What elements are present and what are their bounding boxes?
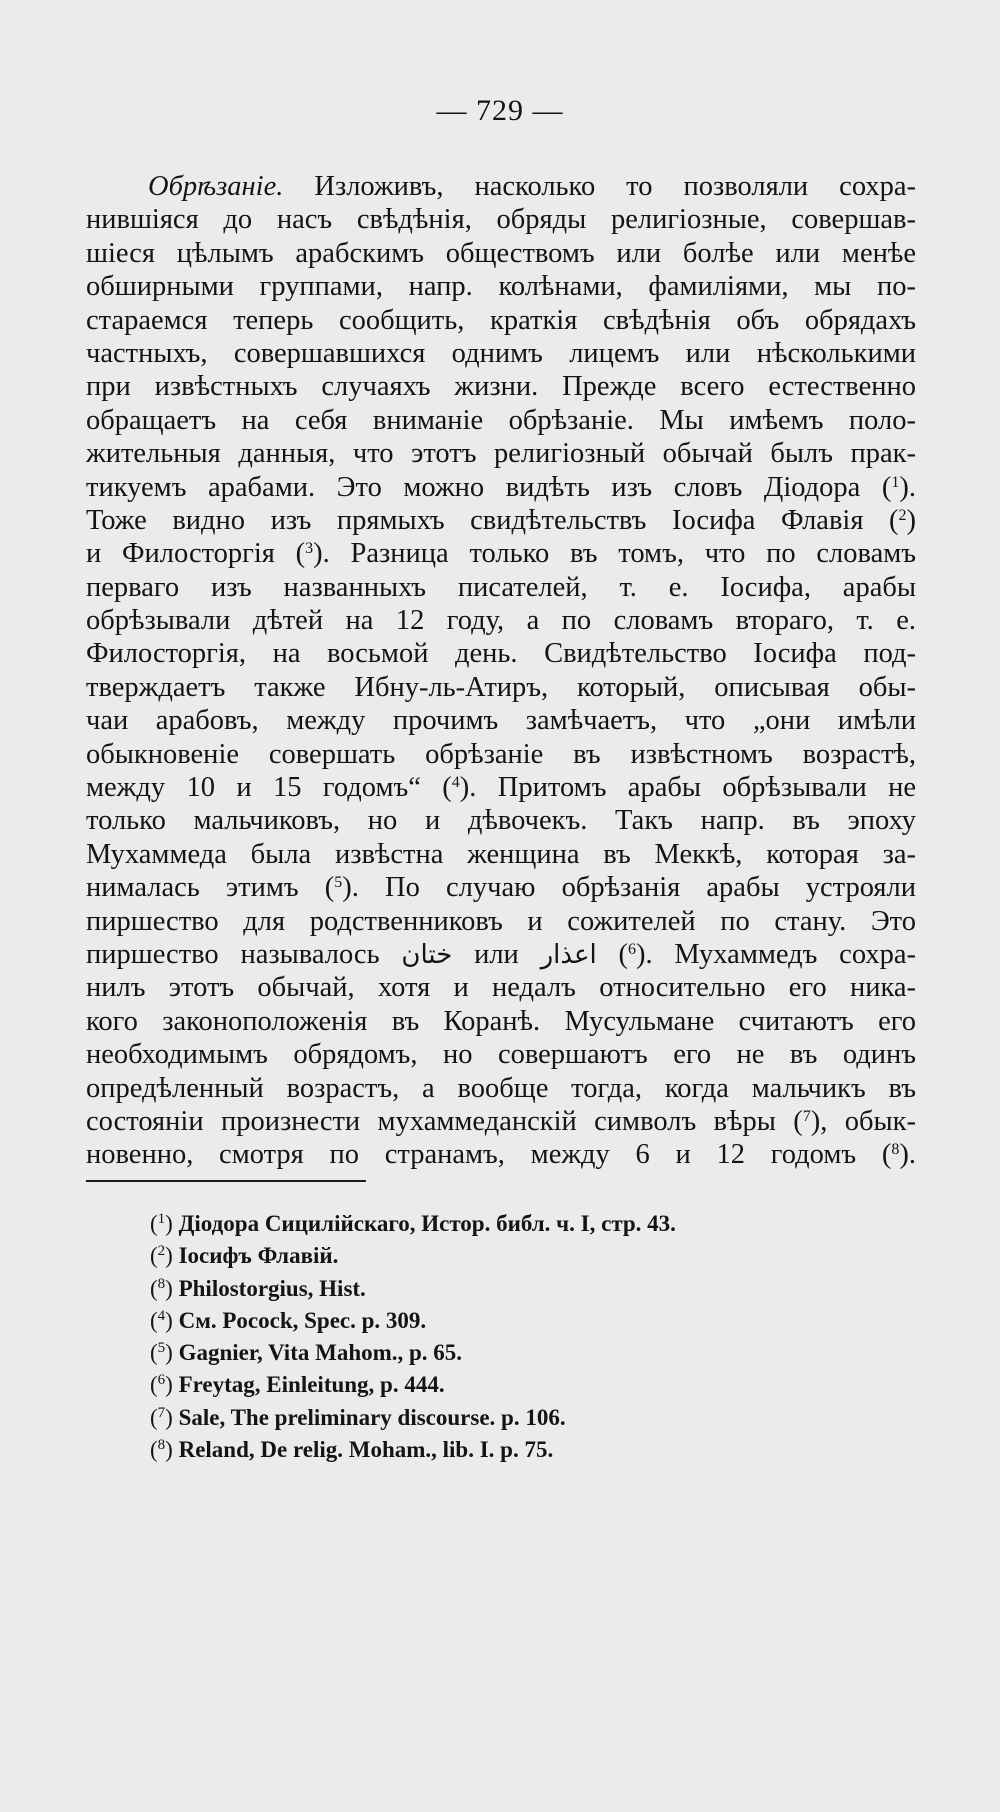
footnote-item: ($^7$) Sale, The preliminary discourse. p. 106. bbox=[150, 1404, 566, 1430]
text-line: частныхъ, совершавшихся однимъ лицемъ или нѣсколькими bbox=[86, 337, 916, 369]
footnote-item: ($^8$) Philostorgius, Hist. bbox=[150, 1275, 366, 1301]
text-line: пиршество называлось ختان или اعذار ($^6$). Мухаммедъ сохра- bbox=[86, 938, 917, 970]
footnote-item: ($^5$) Gagnier, Vita Mahom., p. 65. bbox=[150, 1340, 463, 1366]
text-line: стараемся теперь сообщить, краткія свѣдѣнія объ обрядахъ bbox=[86, 304, 916, 336]
text-line: Филосторгія, на восьмой день. Свидѣтельство Іосифа под- bbox=[86, 638, 916, 670]
note-ref: 8 bbox=[891, 1141, 900, 1159]
note-ref: 2 bbox=[898, 506, 907, 524]
text-line: необходимымъ обрядомъ, но совершаютъ его не въ одинъ bbox=[86, 1039, 916, 1071]
text-line: чаи арабовъ, между прочимъ замѣчаетъ, что „они имѣли bbox=[86, 705, 916, 737]
text-line: и Филосторгія ($^3$). Разница только въ томъ, что по словамъ bbox=[86, 538, 917, 570]
arabic-term: اعذار bbox=[540, 939, 597, 970]
text-line: при извѣстныхъ случаяхъ жизни. Прежде всего естественно bbox=[86, 371, 916, 403]
text-line: только мальчиковъ, но и дѣвочекъ. Такъ напр. въ эпоху bbox=[86, 805, 916, 837]
text-line: Мухаммеда была извѣстна женщина въ Меккѣ, которая за- bbox=[86, 838, 916, 870]
text-line: состояніи произнести мухаммеданскій символъ вѣры ($^7$), обык- bbox=[86, 1105, 916, 1137]
note-ref: 1 bbox=[891, 473, 900, 491]
footnote-divider bbox=[86, 1180, 366, 1182]
body-paragraph bbox=[86, 170, 916, 1172]
text-line: обширными группами, напр. колѣнами, фамиліями, мы по- bbox=[86, 271, 916, 303]
text-line: Обрѣзаніе. Изложивъ, насколько то позволяли сохра- bbox=[148, 171, 916, 202]
text-line: нившіяся до насъ свѣдѣнія, обряды религіозные, совершав- bbox=[86, 204, 916, 236]
note-ref: 3 bbox=[305, 540, 314, 558]
text-line: тикуемъ арабами. Это можно видѣть изъ словъ Діодора ($^1$). bbox=[86, 471, 916, 503]
text-line: кого законоположенія въ Коранѣ. Мусульмане считаютъ его bbox=[86, 1005, 916, 1037]
text-line: жительныя данныя, что этотъ религіозный обычай былъ прак- bbox=[86, 438, 916, 470]
footnote-item: ($^8$) Reland, De relig. Moham., lib. I. p. 75. bbox=[150, 1437, 554, 1463]
footnote-item: ($^2$) Іосифъ Флавій. bbox=[150, 1243, 339, 1269]
text-line: обрѣзывали дѣтей на 12 году, а по словамъ втораго, т. е. bbox=[86, 605, 916, 637]
text-line: обыкновеніе совершать обрѣзаніе въ извѣстномъ возрастѣ, bbox=[86, 738, 916, 770]
text-line: новенно, смотря по странамъ, между 6 и 12 годомъ ($^8$). bbox=[86, 1139, 916, 1171]
text-line: обращаетъ на себя вниманіе обрѣзаніе. Мы имѣемъ поло- bbox=[86, 404, 916, 436]
section-heading: Обрѣзаніе. bbox=[148, 171, 284, 202]
text-line: тверждаетъ также Ибну-ль-Атиръ, который, описывая обы- bbox=[86, 671, 916, 703]
text-line: шіеся цѣлымъ арабскимъ обществомъ или болѣе или менѣе bbox=[86, 237, 916, 269]
text-line: пиршество для родственниковъ и сожителей по стану. Это bbox=[86, 905, 916, 937]
page-number: — 729 — bbox=[436, 94, 564, 127]
footnote-item: ($^4$) См. Pocock, Spec. p. 309. bbox=[150, 1307, 427, 1333]
note-ref: 7 bbox=[802, 1107, 811, 1125]
text-line: перваго изъ названныхъ писателей, т. е. Іосифа, арабы bbox=[86, 571, 916, 603]
text-line: нималась этимъ ($^5$). По случаю обрѣзанія арабы устрояли bbox=[86, 872, 916, 904]
text-line: опредѣленный возрастъ, а вообще тогда, когда мальчикъ въ bbox=[86, 1072, 916, 1104]
note-ref: 6 bbox=[628, 940, 637, 958]
note-ref: 4 bbox=[451, 774, 460, 792]
footnote-item: ($^6$) Freytag, Einleitung, p. 444. bbox=[150, 1372, 445, 1398]
text-line: нилъ этотъ обычай, хотя и недалъ относительно его ника- bbox=[86, 972, 916, 1004]
note-ref: 5 bbox=[334, 874, 343, 892]
text-line: между 10 и 15 годомъ“ ($^4$). Притомъ арабы обрѣзывали не bbox=[86, 772, 916, 804]
arabic-term: ختان bbox=[401, 939, 453, 970]
footnotes-list bbox=[150, 1208, 870, 1466]
text-line: Тоже видно изъ прямыхъ свидѣтельствъ Іосифа Флавія ($^2$) bbox=[86, 504, 916, 536]
footnote-item: ($^1$) Діодора Сицилійскаго, Истор. библ. ч. I, стр. 43. bbox=[150, 1211, 676, 1236]
